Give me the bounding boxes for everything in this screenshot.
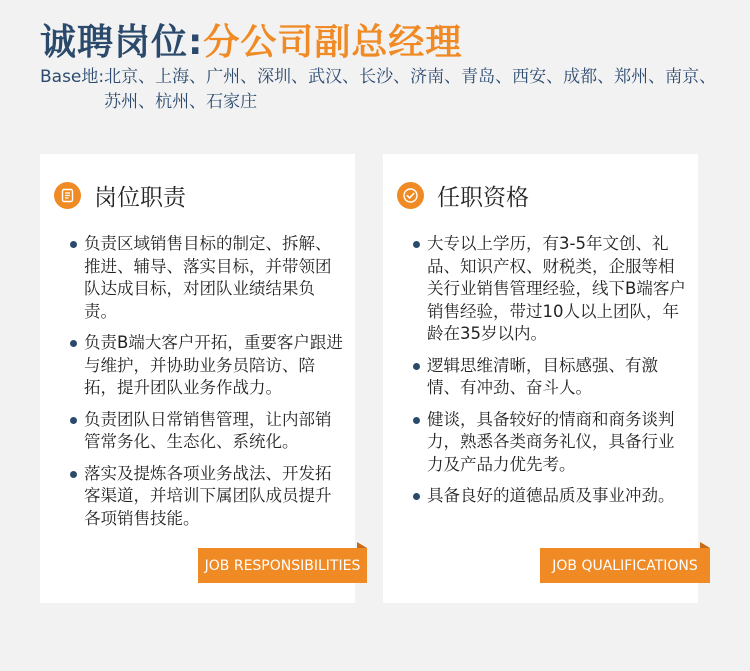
qualifications-title: 任职资格 xyxy=(437,185,529,211)
list-item: 健谈，具备较好的情商和商务谈判力，熟悉各类商务礼仪，具备行业力及产品力优先考。 xyxy=(413,409,688,477)
title-lead: 诚聘岗位 xyxy=(40,22,189,63)
responsibilities-title: 岗位职责 xyxy=(94,185,186,211)
responsibilities-list xyxy=(70,233,345,539)
list-item: 落实及提炼各项业务战法、开发拓客渠道，并培训下属团队成员提升各项销售技能。 xyxy=(70,463,345,531)
qualifications-list xyxy=(413,233,688,517)
qualifications-tag: JOB QUALIFICATIONS xyxy=(540,548,710,583)
list-item: 逻辑思维清晰，目标感强、有激情、有冲劲、奋斗人。 xyxy=(413,355,688,400)
responsibilities-header xyxy=(54,179,186,212)
list-item: 负责B端大客户开拓，重要客户跟进与维护，并协助业务员陪访、陪拓，提升团队业务作战力。 xyxy=(70,332,345,400)
title-colon: : xyxy=(188,22,204,63)
base-label: Base地: xyxy=(40,67,105,87)
responsibilities-card xyxy=(40,154,361,603)
qualifications-card xyxy=(383,154,698,603)
title-role: 分公司副总经理 xyxy=(203,22,463,63)
check-badge-icon xyxy=(397,182,424,209)
document-icon xyxy=(54,182,81,209)
base-cities: 北京、上海、广州、深圳、武汉、长沙、济南、青岛、西安、成都、郑州、南京、苏州、杭州、石家庄 xyxy=(104,67,717,112)
list-item: 负责团队日常销售管理，让内部销管常务化、生态化、系统化。 xyxy=(70,409,345,454)
base-locations xyxy=(40,65,720,115)
responsibilities-tag: JOB RESPONSIBILITIES xyxy=(198,548,367,583)
page-title xyxy=(40,14,462,65)
list-item: 负责区域销售目标的制定、拆解、推进、辅导、落实目标，并带领团队达成目标，对团队业绩结果负责。 xyxy=(70,233,345,323)
list-item: 具备良好的道德品质及事业冲劲。 xyxy=(413,485,688,508)
list-item: 大专以上学历，有3-5年文创、礼品、知识产权、财税类，企服等相关行业销售管理经验，线下B端客户销售经验，带过10人以上团队，年龄在35岁以内。 xyxy=(413,233,688,346)
qualifications-header xyxy=(397,179,529,212)
